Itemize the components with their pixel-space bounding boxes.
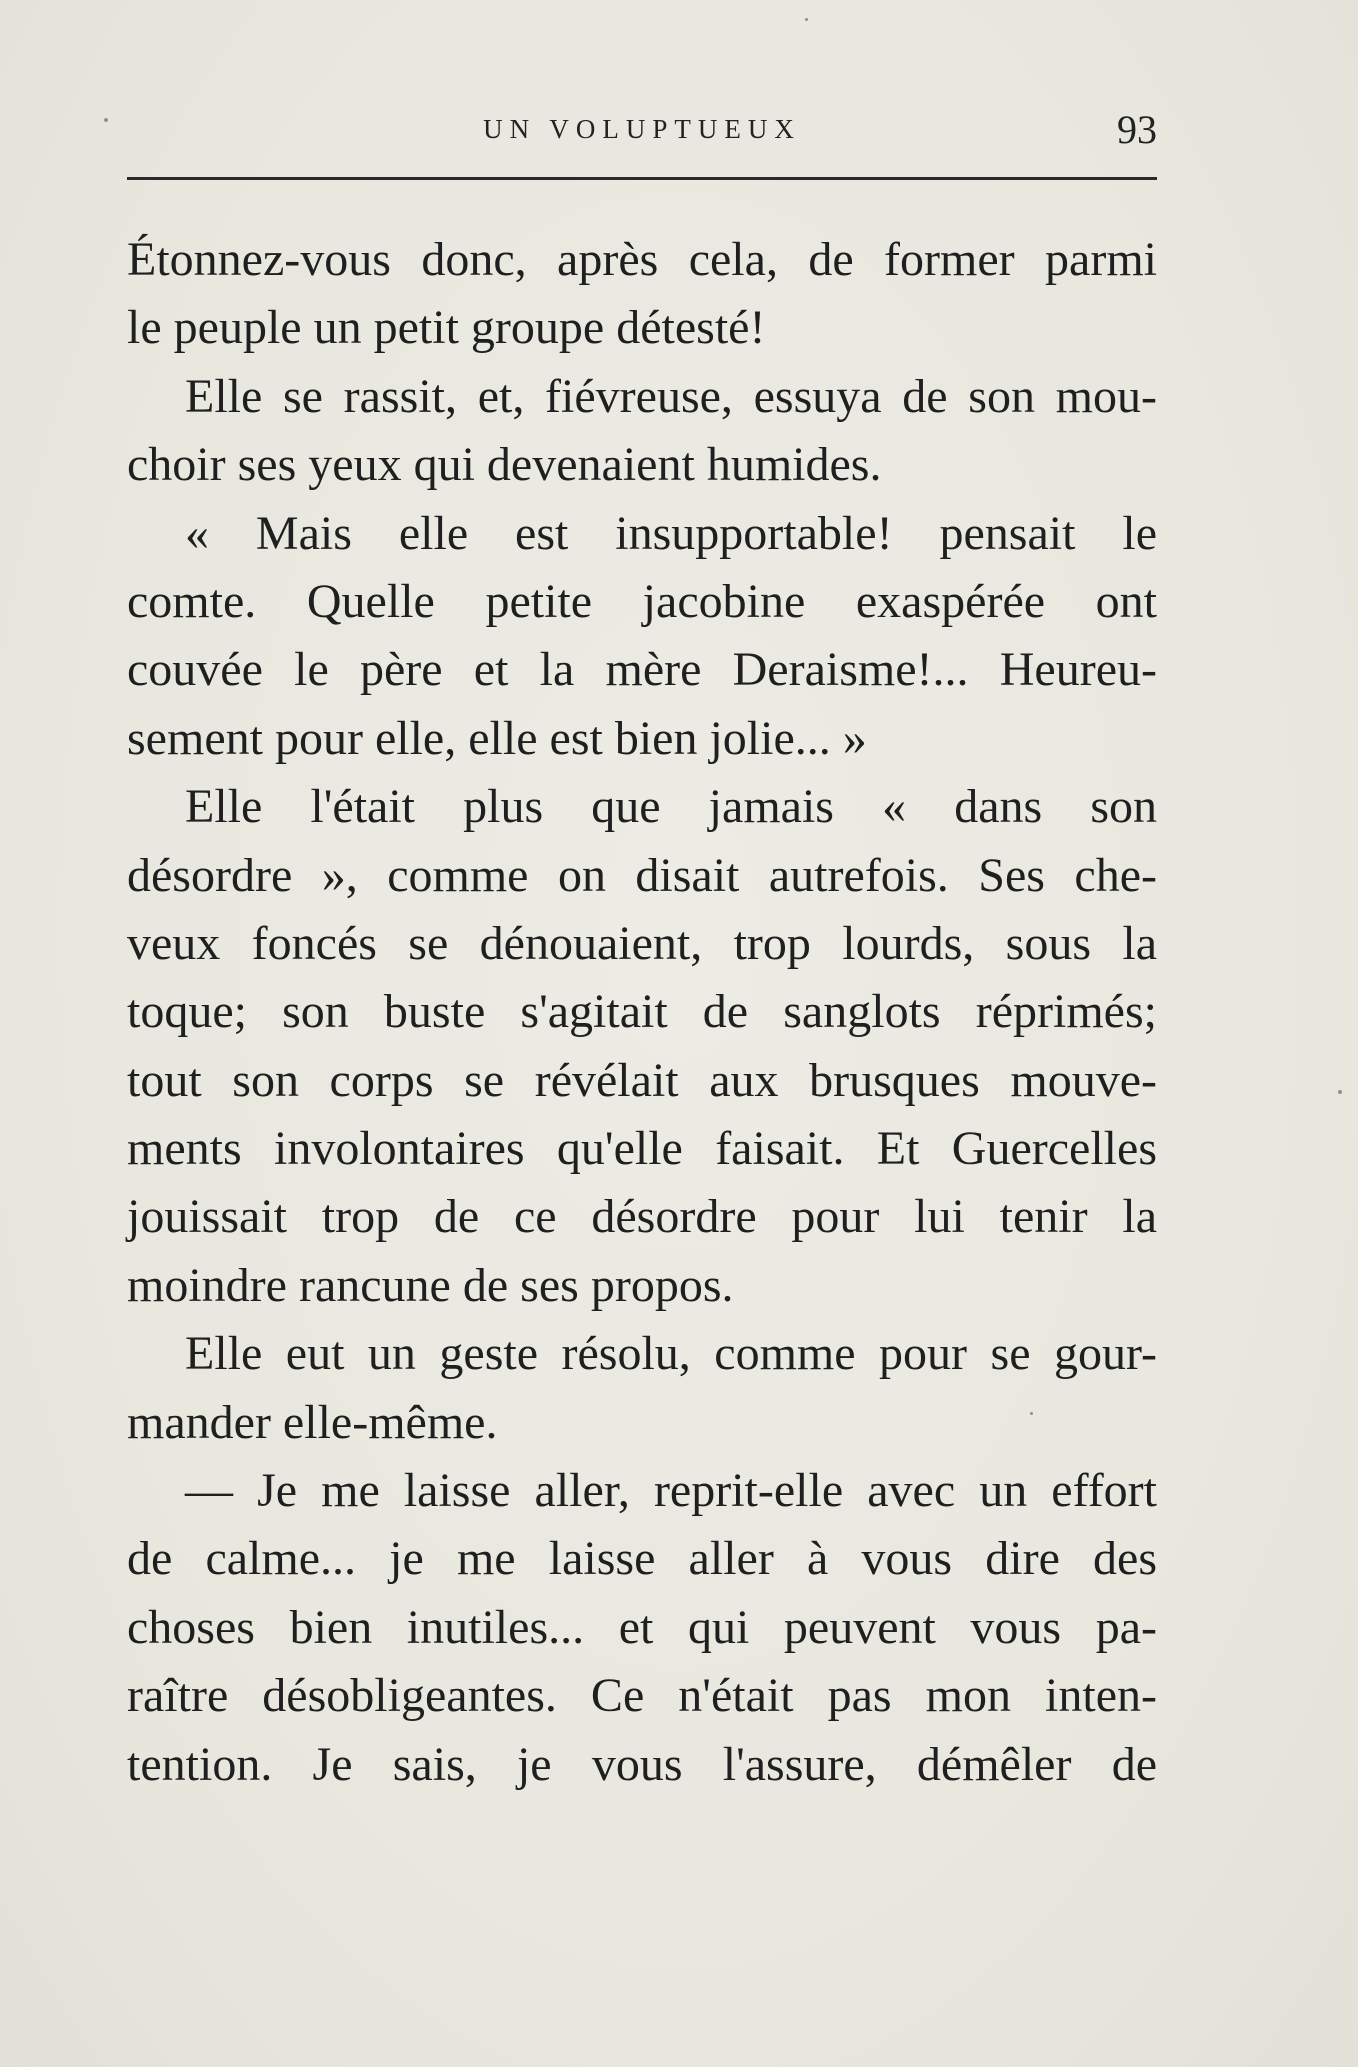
paper-speck [1338,1090,1342,1094]
text-line: couvée le père et la mère Deraisme!... Heureu- [127,643,1157,697]
header-rule [127,177,1157,180]
paper-speck [1030,1412,1033,1415]
text-line: Elle eut un geste résolu, comme pour se gour- [185,1327,1157,1381]
text-line: — Je me laisse aller, reprit-elle avec un effort [185,1464,1157,1518]
page-number: 93 [1117,107,1157,152]
text-line: moindre rancune de ses propos. [127,1258,734,1312]
text-line: Elle se rassit, et, fiévreuse, essuya de son mou- [185,369,1157,423]
text-line: comte. Quelle petite jacobine exaspérée ont [127,574,1157,628]
text-line: Étonnez-vous donc, après cela, de former parmi [127,233,1157,286]
text-line: toque; son buste s'agitait de sanglots réprimés; [127,985,1157,1039]
text-line: sement pour elle, elle est bien jolie... » [127,711,867,765]
text-line: choir ses yeux qui devenaient humides. [127,438,882,492]
text-line: tout son corps se révélait aux brusques mouve- [127,1053,1157,1107]
text-line: mander elle-même. [127,1395,498,1449]
text-line: le peuple un petit groupe détesté! [127,301,766,355]
text-line: désordre », comme on disait autrefois. Ses che- [127,848,1157,902]
text-line: de calme... je me laisse aller à vous dire des [127,1532,1157,1586]
text-line: choses bien inutiles... et qui peuvent vous pa- [127,1600,1157,1654]
text-line: Elle l'était plus que jamais « dans son [185,780,1157,834]
body-text [127,226,1157,1799]
paper-speck [104,118,108,122]
text-line: ments involontaires qu'elle faisait. Et Guercelles [127,1122,1157,1176]
text-line: raître désobligeantes. Ce n'était pas mon inten- [127,1669,1157,1723]
text-line: « Mais elle est insupportable! pensait le [185,506,1157,560]
text-line: jouissait trop de ce désordre pour lui tenir la [127,1190,1157,1244]
paper-speck [805,18,808,21]
text-line: tention. Je sais, je vous l'assure, démêler de [127,1737,1157,1791]
running-title: UN VOLUPTUEUX [483,114,801,144]
text-line: veux foncés se dénouaient, trop lourds, sous la [127,916,1157,970]
running-head [127,108,1157,158]
